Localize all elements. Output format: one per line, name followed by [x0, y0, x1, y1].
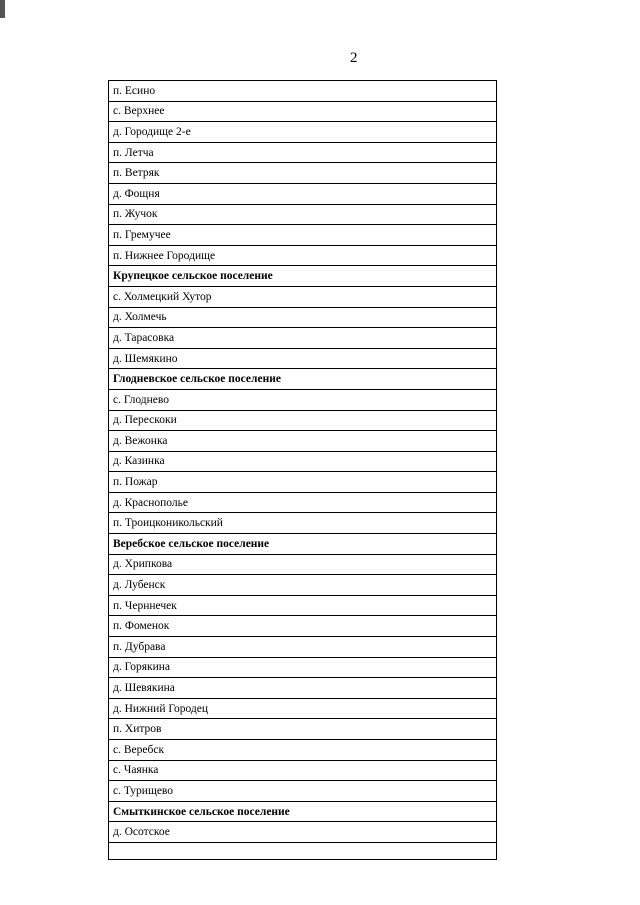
settlement-group-name: Глодневское сельское поселение: [109, 369, 497, 390]
settlement-row: [109, 410, 497, 431]
settlement-name: д. Городище 2-е: [109, 122, 497, 143]
settlement-name: с. Холмецкий Хутор: [109, 286, 497, 307]
settlement-name: п. Есино: [109, 81, 497, 102]
settlement-row: [109, 595, 497, 616]
settlement-name: д. Шемякино: [109, 348, 497, 369]
settlement-group-header-row: [109, 369, 497, 390]
settlement-name: с. Верхнее: [109, 101, 497, 122]
settlement-row: [109, 719, 497, 740]
settlement-name: д. Нижний Городец: [109, 698, 497, 719]
settlement-row: [109, 286, 497, 307]
settlement-name: с. Турищево: [109, 781, 497, 802]
settlement-name: п. Дубрава: [109, 637, 497, 658]
scan-corner-mark: [0, 0, 5, 18]
settlement-row: [109, 81, 497, 102]
settlement-row: [109, 163, 497, 184]
settlement-row: [109, 616, 497, 637]
empty-cell: [109, 842, 497, 859]
page-number: 2: [350, 50, 358, 66]
settlement-group-name: Веребское сельское поселение: [109, 534, 497, 555]
settlement-group-header-row: [109, 801, 497, 822]
settlement-row: [109, 781, 497, 802]
settlement-group-header-row: [109, 534, 497, 555]
settlement-name: п. Ветряк: [109, 163, 497, 184]
settlement-row: [109, 740, 497, 761]
settlement-name: п. Черннечек: [109, 595, 497, 616]
settlement-name: п. Троицконикольский: [109, 513, 497, 534]
settlement-name: п. Жучок: [109, 204, 497, 225]
settlement-row: [109, 492, 497, 513]
settlement-name: д. Лубенск: [109, 575, 497, 596]
settlement-name: д. Осотское: [109, 822, 497, 843]
settlement-row: [109, 637, 497, 658]
settlement-name: п. Нижнее Городище: [109, 245, 497, 266]
settlement-name: д. Вежонка: [109, 431, 497, 452]
settlements-table: [108, 80, 497, 860]
settlement-group-name: Смыткинское сельское поселение: [109, 801, 497, 822]
settlement-row: [109, 142, 497, 163]
settlement-row: [109, 431, 497, 452]
settlement-row: [109, 101, 497, 122]
settlement-name: п. Пожар: [109, 472, 497, 493]
settlement-row: [109, 328, 497, 349]
settlement-name: с. Глоднево: [109, 389, 497, 410]
settlement-name: д. Фощня: [109, 183, 497, 204]
settlement-name: п. Гремучее: [109, 225, 497, 246]
settlement-name: п. Летча: [109, 142, 497, 163]
settlement-row: [109, 204, 497, 225]
settlement-row: [109, 822, 497, 843]
settlement-row: [109, 657, 497, 678]
settlement-row: [109, 698, 497, 719]
settlement-name: д. Перескоки: [109, 410, 497, 431]
settlement-row: [109, 245, 497, 266]
settlement-name: д. Холмечь: [109, 307, 497, 328]
settlement-name: с. Веребск: [109, 740, 497, 761]
settlement-name: п. Фоменок: [109, 616, 497, 637]
settlement-name: д. Горякина: [109, 657, 497, 678]
settlement-group-header-row: [109, 266, 497, 287]
settlement-row: [109, 513, 497, 534]
settlement-row: [109, 678, 497, 699]
settlement-row: [109, 575, 497, 596]
settlement-name: д. Казинка: [109, 451, 497, 472]
settlement-group-name: Крупецкое сельское поселение: [109, 266, 497, 287]
settlement-name: д. Краснополье: [109, 492, 497, 513]
settlement-row: [109, 760, 497, 781]
settlements-table-body: [109, 81, 497, 860]
settlement-row: [109, 225, 497, 246]
settlement-row: [109, 389, 497, 410]
settlement-row: [109, 307, 497, 328]
settlement-row: [109, 472, 497, 493]
settlement-name: д. Шевякина: [109, 678, 497, 699]
settlement-name: с. Чаянка: [109, 760, 497, 781]
settlement-name: п. Хитров: [109, 719, 497, 740]
settlement-name: д. Тарасовка: [109, 328, 497, 349]
settlement-row: [109, 451, 497, 472]
empty-row: [109, 842, 497, 859]
settlement-row: [109, 554, 497, 575]
settlement-name: д. Хрипкова: [109, 554, 497, 575]
settlement-row: [109, 348, 497, 369]
settlement-row: [109, 122, 497, 143]
settlement-row: [109, 183, 497, 204]
